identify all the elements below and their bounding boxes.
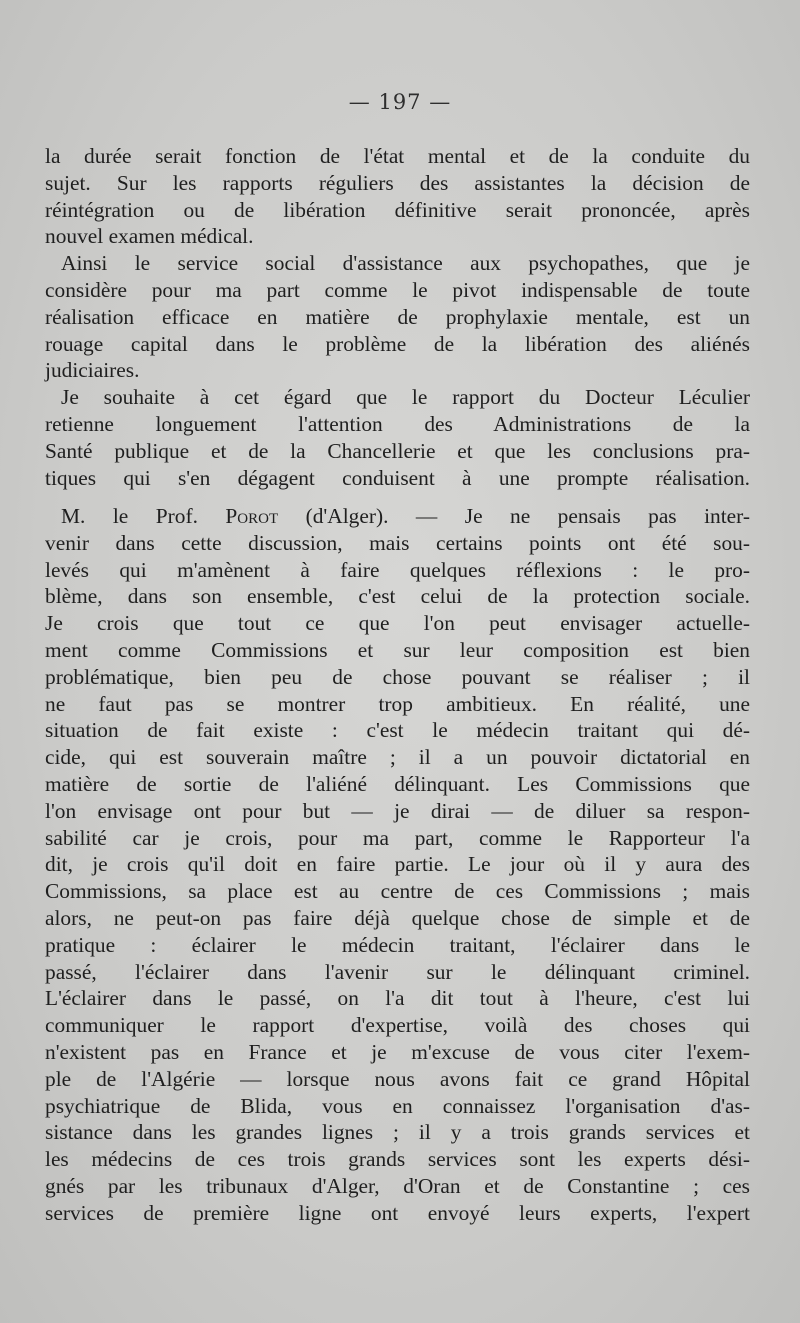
text-line: levés qui m'amènent à faire quelques réflexions : le pro- [45, 557, 750, 582]
text-line: Je crois que tout ce que l'on peut envisager actuelle- [45, 611, 750, 636]
text-line: alors, ne peut-on pas faire déjà quelque chose de simple et de [45, 905, 750, 930]
paragraph [45, 143, 750, 250]
text-line: matière de sortie de l'aliéné délinquant. Les Commissions que [45, 771, 750, 796]
text-line: problématique, bien peu de chose pouvant se réaliser ; il [45, 664, 750, 689]
speaker-prefix: M. le Prof. [61, 504, 226, 528]
text-line: Commissions, sa place est au centre de ces Commissions ; mais [45, 879, 750, 904]
text-line: sistance dans les grandes lignes ; il y a trois grands services et [45, 1120, 750, 1145]
text-line: Santé publique et de la Chancellerie et que les conclusions pra- [45, 438, 750, 463]
text-line: passé, l'éclairer dans l'avenir sur le délinquant criminel. [45, 959, 750, 984]
speaker-name: Porot [225, 504, 279, 528]
page-number: — 197 — [348, 90, 452, 114]
text-line: rouage capital dans le problème de la libération des aliénés [45, 331, 750, 356]
text-line: les médecins de ces trois grands services sont les experts dési- [45, 1147, 750, 1172]
text-block-upper [45, 143, 750, 491]
speaker-suffix: (d'Alger). — Je ne pensais pas inter- [278, 504, 750, 528]
text-line: judiciaires. [45, 358, 140, 383]
text-line: services de première ligne ont envoyé leurs experts, l'expert [45, 1200, 750, 1225]
paragraph [45, 503, 750, 1227]
text-line: pratique : éclairer le médecin traitant, l'éclairer dans le [45, 932, 750, 957]
text-line: situation de fait existe : c'est le médecin traitant qui dé- [45, 718, 750, 743]
text-line: considère pour ma part comme le pivot indispensable de toute [45, 277, 750, 302]
paragraph [45, 384, 750, 491]
text-line: cide, qui est souverain maître ; il a un pouvoir dictatorial en [45, 745, 750, 770]
text-line: venir dans cette discussion, mais certains points ont été sou- [45, 530, 750, 555]
text-line: Ainsi le service social d'assistance aux psychopathes, que je [61, 251, 750, 276]
text-line: ment comme Commissions et sur leur composition est bien [45, 637, 750, 662]
paragraph [45, 250, 750, 384]
text-line: sujet. Sur les rapports réguliers des assistantes la décision de [45, 170, 750, 195]
text-line: dit, je crois qu'il doit en faire partie. Le jour où il y aura des [45, 852, 750, 877]
speaker-line [45, 503, 750, 530]
text-line: gnés par les tribunaux d'Alger, d'Oran et de Constantine ; ces [45, 1173, 750, 1198]
text-line: ple de l'Algérie — lorsque nous avons fait ce grand Hôpital [45, 1066, 750, 1091]
text-line: nouvel examen médical. [45, 224, 254, 249]
text-line: L'éclairer dans le passé, on l'a dit tout à l'heure, c'est lui [45, 986, 750, 1011]
text-line: sabilité car je crois, pour ma part, comme le Rapporteur l'a [45, 825, 750, 850]
text-line: réalisation efficace en matière de prophylaxie mentale, est un [45, 304, 750, 329]
text-line: communiquer le rapport d'expertise, voilà des choses qui [45, 1013, 750, 1038]
text-line: l'on envisage ont pour but — je dirai — de diluer sa respon- [45, 798, 750, 823]
text-line: retienne longuement l'attention des Administrations de la [45, 411, 750, 436]
text-line: réintégration ou de libération définitive serait prononcée, après [45, 197, 750, 222]
text-line: psychiatrique de Blida, vous en connaissez l'organisation d'as- [45, 1093, 750, 1118]
text-line: n'existent pas en France et je m'excuse de vous citer l'exem- [45, 1039, 750, 1064]
text-line: Je souhaite à cet égard que le rapport du Docteur Léculier [61, 385, 750, 410]
text-line: tiques qui s'en dégagent conduisent à une prompte réalisation. [45, 465, 750, 490]
text-line: la durée serait fonction de l'état mental et de la conduite du [45, 144, 750, 168]
text-line: ne faut pas se montrer trop ambitieux. En réalité, une [45, 691, 750, 716]
text-line: blème, dans son ensemble, c'est celui de la protection sociale. [45, 584, 750, 609]
text-block-porot [45, 503, 750, 1227]
